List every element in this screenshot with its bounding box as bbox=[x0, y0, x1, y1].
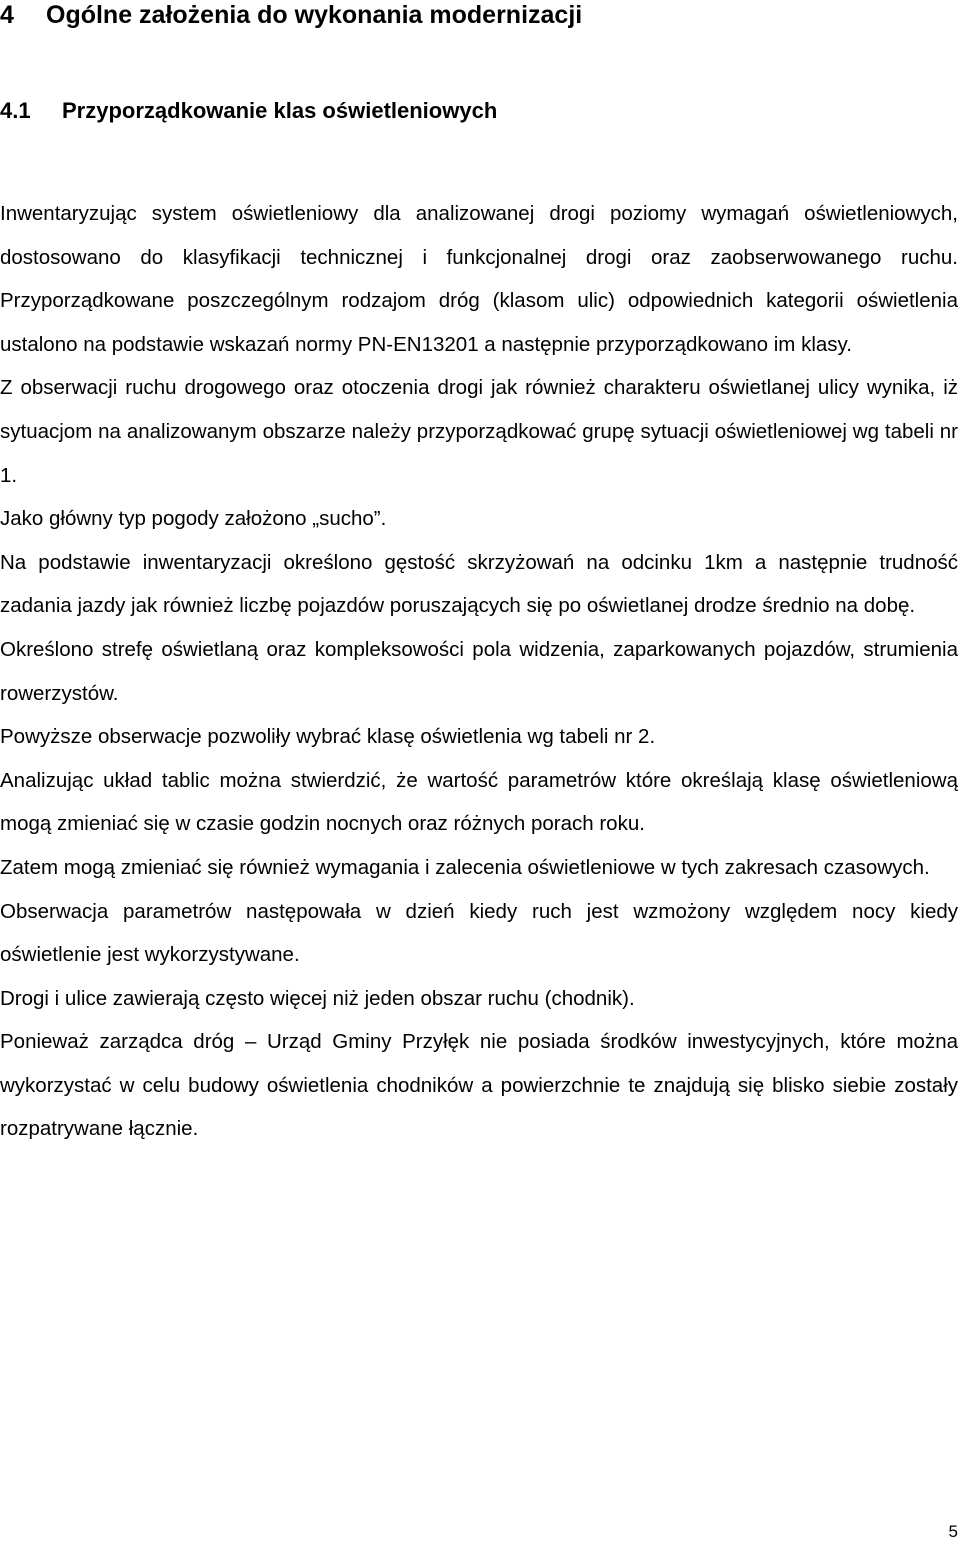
paragraph-lit-zone: Określono strefę oświetlaną oraz kompleksowości pola widzenia, zaparkowanych pojazdów, strumienia rowerzystów. bbox=[0, 637, 958, 705]
section-heading bbox=[0, 96, 497, 126]
chapter-title: Ogólne założenia do wykonania modernizacji bbox=[46, 1, 583, 29]
section-number: 4.1 bbox=[0, 98, 31, 123]
chapter-heading bbox=[0, 0, 582, 30]
paragraph-requirements: Zatem mogą zmieniać się również wymagania i zalecenia oświetleniowe w tych zakresach czasowych. bbox=[0, 855, 930, 879]
body-text bbox=[0, 192, 958, 1151]
paragraph-traffic-observation: Z obserwacji ruchu drogowego oraz otoczenia drogi jak również charakteru oświetlanej ulicy wynika, iż sytuacjom na analizowanym obszarze należy przyporządkować grupę sytuacji oświetleniowej wg tabeli nr 1. bbox=[0, 376, 958, 487]
paragraph-table-analysis: Analizując układ tablic można stwierdzić, że wartość parametrów które określają klasę oświetleniową mogą zmieniać się w czasie godzin nocnych oraz różnych porach roku. bbox=[0, 768, 958, 836]
paragraph-inventory: Inwentaryzując system oświetleniowy dla analizowanej drogi poziomy wymagań oświetleniowych, dostosowano do klasyfikacji technicznej i funkcjonalnej drogi oraz zaobserwowanego ruchu. Przyporządkowane poszczególnym rodzajom dróg (klasom ulic) odpowiednich kategorii oświetlenia ustalono na podstawie wskazań normy PN-EN13201 a następnie przyporządkowano im klasy. bbox=[0, 202, 958, 356]
paragraph-sidewalks: Ponieważ zarządca dróg – Urząd Gminy Przyłęk nie posiada środków inwestycyjnych, które można wykorzystać w celu budowy oświetlenia chodników a powierzchnie te znajdują się blisko siebie zostały rozpatrywane łącznie. bbox=[0, 1030, 958, 1141]
chapter-number: 4 bbox=[0, 1, 14, 29]
paragraph-intersections: Na podstawie inwentaryzacji określono gęstość skrzyżowań na odcinku 1km a następnie trudność zadania jazdy jak również liczbę pojazdów poruszających się po oświetlanej drodze średnio na dobę. bbox=[0, 550, 958, 618]
paragraph-class-selection: Powyższe obserwacje pozwoliły wybrać klasę oświetlenia wg tabeli nr 2. bbox=[0, 725, 656, 749]
section-title: Przyporządkowanie klas oświetleniowych bbox=[62, 98, 498, 123]
paragraph-weather: Jako główny typ pogody założono „sucho”. bbox=[0, 507, 387, 531]
paragraph-observation-time: Obserwacja parametrów następowała w dzień kiedy ruch jest wzmożony względem nocy kiedy oświetlenie jest wykorzystywane. bbox=[0, 899, 958, 967]
page-number: 5 bbox=[948, 1522, 958, 1541]
paragraph-traffic-areas: Drogi i ulice zawierają często więcej niż jeden obszar ruchu (chodnik). bbox=[0, 986, 635, 1010]
